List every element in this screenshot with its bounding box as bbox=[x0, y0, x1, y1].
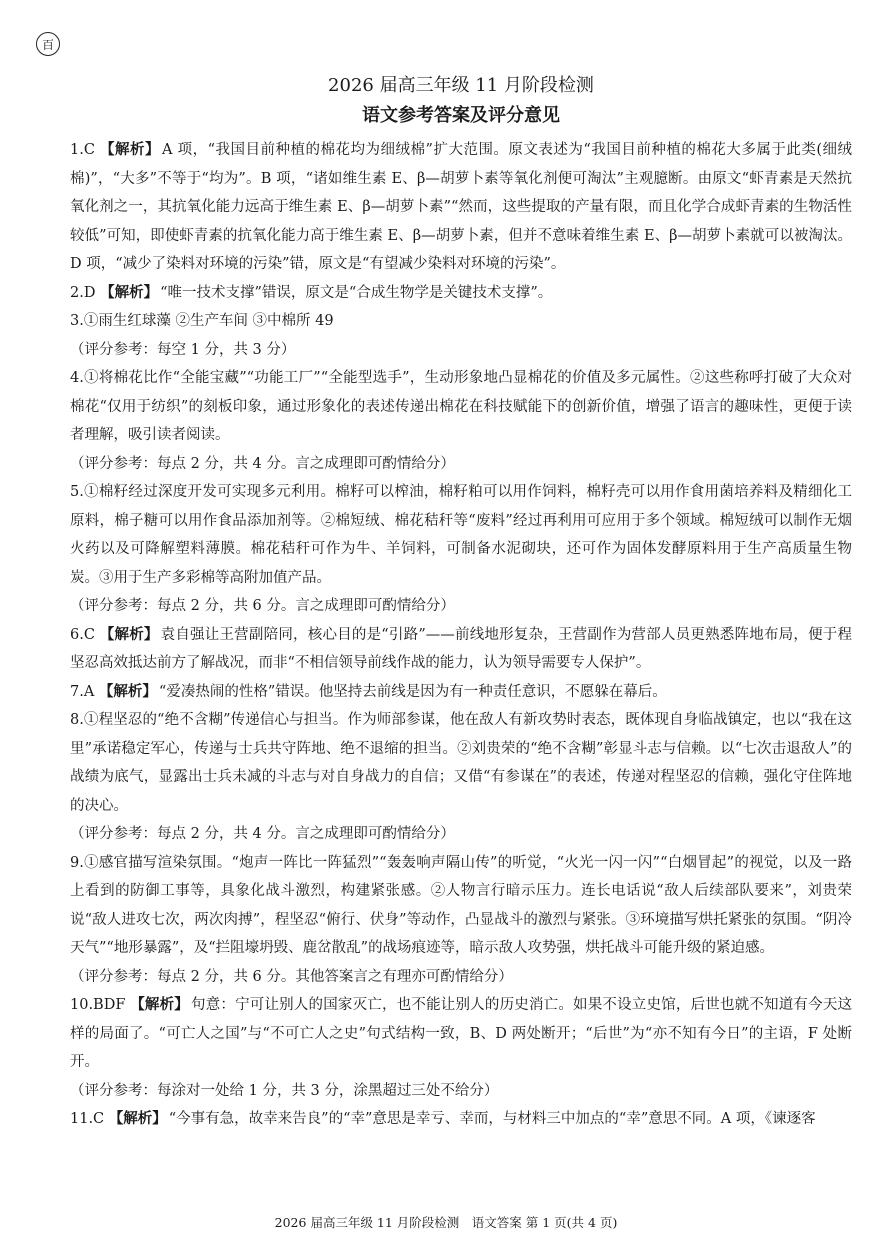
answer-list bbox=[70, 136, 852, 1134]
page-footer: 2026 届高三年级 11 月阶段检测 语文答案 第 1 页(共 4 页) bbox=[274, 1215, 618, 1230]
scoring-note: （评分参考：每点 2 分，共 4 分。言之成理即可酌情给分） bbox=[70, 455, 455, 472]
answer-text: A 项，“我国目前种植的棉花均为细绒棉”扩大范围。原文表述为“我国目前种植的棉花大多属于此类(细绒棉)”，“大多”不等于“均为”。B 项，“诸如维生素 E、β—胡萝卜素等氧化剂便可淘汰”主观臆断。由原文“虾青素是天然抗氧化剂之一，其抗氧化能力远高于维生素 E、β—胡萝卜素”“然而，这些提取的产量有限，而且化学合成虾青素的生物活性较低”可知，即使虾青素的抗氧化能力高于维生素 E、β—胡萝卜素，但并不意味着维生素 E、β—胡萝卜素就可以被淘汰。D 项，“减少了染料对环境的污染”错，原文是“有望减少染料对环境的污染”。 bbox=[70, 142, 852, 272]
answer-text: “爱凑热闹的性格”错误。他坚持去前线是因为有一种责任意识，不愿躲在幕后。 bbox=[158, 683, 667, 700]
answer-text: ①将棉花比作“全能宝藏”“功能工厂”“全能型选手”，生动形象地凸显棉花的价值及多元属性。②这些称呼打破了大众对棉花“仅用于纺织”的刻板印象，通过形象化的表述传递出棉花在科技赋能下的创新价值，增强了语言的趣味性，更便于读者理解，吸引读者阅读。 bbox=[70, 370, 852, 443]
answer-number: 9. bbox=[70, 854, 84, 871]
analysis-tag: 【解析】 bbox=[130, 996, 189, 1013]
analysis-tag: 【解析】 bbox=[98, 682, 157, 700]
answer-item bbox=[70, 478, 852, 592]
answer-number: 10.BDF bbox=[70, 997, 126, 1013]
scoring-note: （评分参考：每涂对一处给 1 分，共 3 分，涂黑超过三处不给分） bbox=[70, 1082, 499, 1099]
answer-text: ①程坚忍的“绝不含糊”传递信心与担当。作为师部参谋，他在敌人有新攻势时表态，既体现自身临战镇定，也以“我在这里”承诺稳定军心，传递与士兵共守阵地、绝不退缩的担当。②刘贵荣的“绝不含糊”彰显斗志与信赖。以“七次击退敌人”的战绩为底气，显露出士兵未减的斗志与对自身战力的自信；又借“有参谋在”的表述，传递对程坚忍的信赖，强化守住阵地的决心。 bbox=[70, 712, 852, 814]
answer-item bbox=[70, 307, 852, 336]
answer-number: 7.A bbox=[70, 683, 95, 700]
answer-number: 2.D bbox=[70, 284, 96, 301]
scoring-note: （评分参考：每空 1 分，共 3 分） bbox=[70, 341, 296, 358]
scoring-note: （评分参考：每点 2 分，共 6 分。言之成理即可酌情给分） bbox=[70, 598, 455, 614]
answer-text: ①棉籽经过深度开发可实现多元利用。棉籽可以榨油，棉籽粕可以用作饲料，棉籽壳可以用作食用菌培养料及精细化工原料，棉子糖可以用作食品添加剂等。②棉短绒、棉花秸秆等“废料”经过再利用可应用于多个领域。棉短绒可以制作无烟火药以及可降解塑料薄膜。棉花秸秆可作为牛、羊饲料，可制备水泥砌块，还可作为固体发酵原料用于生产高质量生物炭。③用于生产多彩棉等高附加值产品。 bbox=[70, 484, 852, 586]
analysis-tag: 【解析】 bbox=[99, 625, 159, 643]
answer-item bbox=[70, 1105, 852, 1134]
answer-item bbox=[70, 991, 852, 1077]
answer-number: 3. bbox=[70, 313, 84, 329]
answer-number: 1.C bbox=[70, 142, 95, 158]
answer-number: 4. bbox=[70, 370, 84, 386]
page-title: 2026 届高三年级 11 月阶段检测 bbox=[328, 75, 594, 96]
seal-mark: 百 bbox=[36, 32, 60, 56]
answer-text: ①雨生红球藻 ②生产车间 ③中棉所 49 bbox=[83, 313, 334, 329]
analysis-tag: 【解析】 bbox=[100, 283, 159, 301]
answer-item bbox=[70, 136, 852, 279]
answer-number: 6.C bbox=[70, 626, 95, 643]
answer-item bbox=[70, 279, 852, 308]
answer-number: 11.C bbox=[70, 1111, 105, 1127]
answer-text: 句意：宁可让别人的国家灭亡，也不能让别人的历史消亡。如果不设立史馆，后世也就不知道有今天这样的局面了。“可亡人之国”与“不可亡人之史”句式结构一致，B、D 两处断开；“后世”为“亦不知有今日”的主语，F 处断开。 bbox=[70, 997, 853, 1070]
answer-number: 8. bbox=[70, 712, 84, 728]
answer-number: 5. bbox=[70, 484, 84, 500]
scoring-note: （评分参考：每点 2 分，共 4 分。言之成理即可酌情给分） bbox=[70, 826, 455, 842]
page-subtitle: 语文参考答案及评分意见 bbox=[362, 105, 560, 126]
answer-item bbox=[70, 706, 852, 820]
answer-text: 袁自强让王营副陪同，核心目的是“引路”——前线地形复杂，王营副作为营部人员更熟悉阵地布局，便于程坚忍高效抵达前方了解战况，而非“不相信领导前线作战的能力，认为领导需要专人保护”。 bbox=[70, 626, 853, 671]
answer-item bbox=[70, 364, 852, 450]
answer-item bbox=[70, 849, 852, 963]
analysis-tag: 【解析】 bbox=[100, 141, 161, 158]
answer-text: “今事有急，故幸来告良”的“幸”意思是幸亏、幸而，与材料三中加点的“幸”意思不同。A 项，《谏逐客 bbox=[168, 1111, 816, 1127]
answer-item bbox=[70, 621, 852, 678]
analysis-tag: 【解析】 bbox=[108, 1110, 167, 1127]
answer-item bbox=[70, 678, 852, 707]
answer-text: ①感官描写渲染氛围。“炮声一阵比一阵猛烈”“轰轰响声隔山传”的听觉，“火光一闪一闪”“白烟冒起”的视觉，以及一路上看到的防御工事等，具象化战斗激烈，构建紧张感。②人物言行暗示压力。连长电话说“敌人后续部队要来”，刘贵荣说“敌人进攻七次，两次肉搏”，程坚忍“俯行、伏身”等动作，凸显战斗的激烈与紧张。③环境描写烘托紧张的氛围。“阴冷天气”“地形暴露”，及“拦阻壕坍毁、鹿岔散乱”的战场痕迹等，暗示敌人攻势强，烘托战斗可能升级的紧迫感。 bbox=[70, 854, 852, 956]
scoring-note: （评分参考：每点 2 分，共 6 分。其他答案言之有理亦可酌情给分） bbox=[70, 968, 513, 985]
answer-text: “唯一技术支撑”错误，原文是“合成生物学是关键技术支撑”。 bbox=[160, 284, 553, 301]
